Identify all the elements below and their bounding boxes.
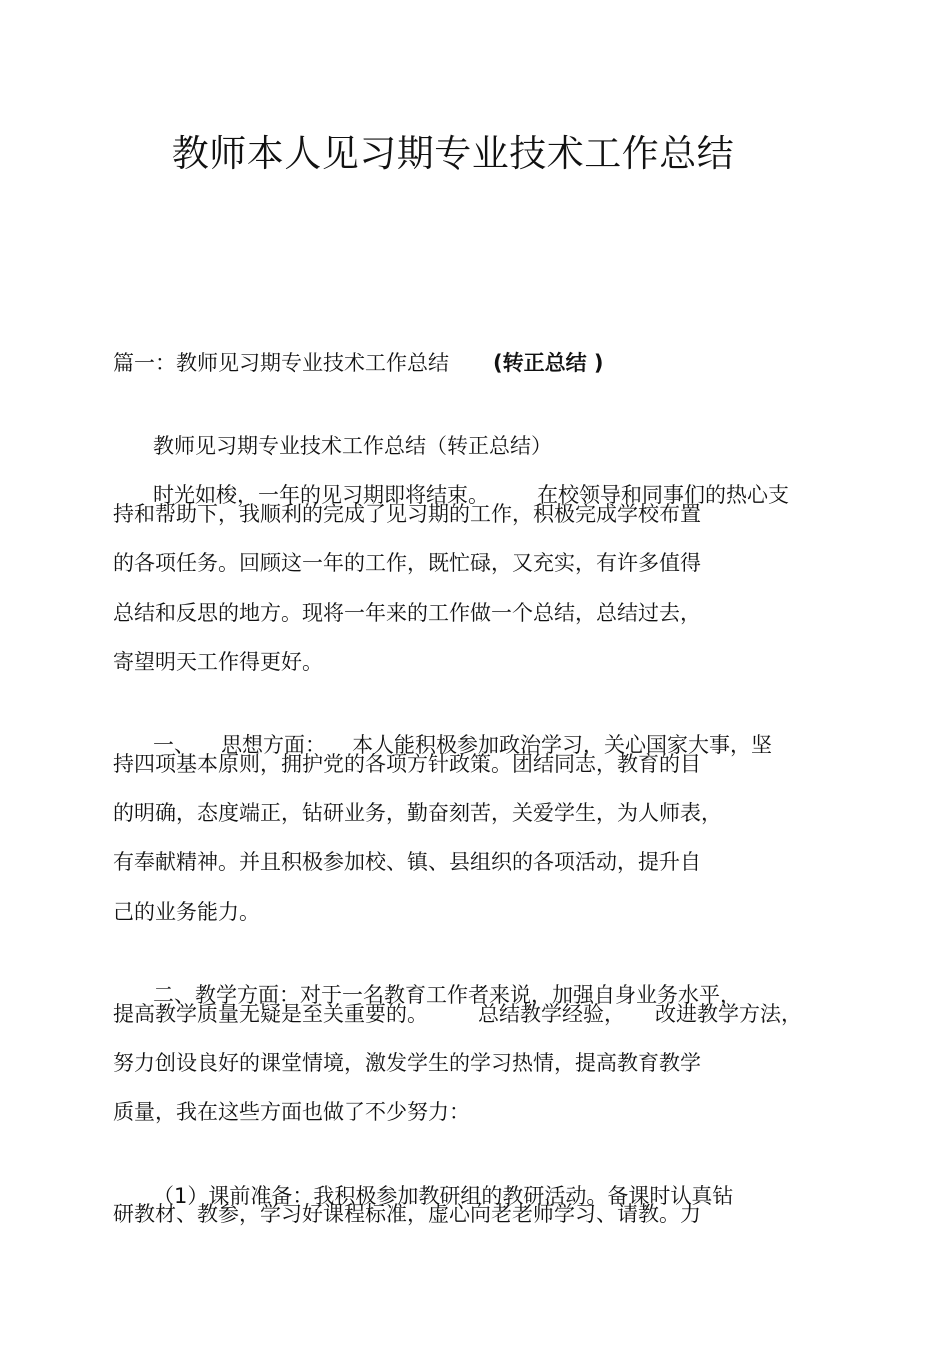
text-line [113,999,802,1029]
text-segment: 在校领导和同事们的热心支 [537,483,790,507]
text-line [113,798,722,828]
text-segment: 二、教学方面：对于一名教育工作者来说，加强自身业务水平， [139,983,742,1007]
text-line [113,348,604,378]
text-line [113,598,701,628]
text-segment: 的各项任务。回顾这一年的工作，既忙碌，又充实，有许多值得 [113,551,701,575]
text-segment: 本人能积极参加政治学习，关心国家大事，坚 [352,733,773,757]
text-segment: 总结和反思的地方。现将一年来的工作做一个总结，总结过去， [113,601,701,625]
text-segment: 持和帮助下，我顺利的完成了见习期的工作，积极完成学校布置 [113,502,701,526]
text-segment: 改进教学方法， [655,1002,802,1026]
text-segment: 思想方面： [221,733,327,757]
text-line [113,548,701,578]
text-segment: 篇一：教师见习期专业技术工作总结 [113,351,449,375]
text-line [113,847,701,877]
text-segment: 教师见习期专业技术工作总结（转正总结） [139,434,553,458]
text-line [113,1048,701,1078]
text-line [113,1199,701,1229]
text-segment: 的明确，态度端正，钻研业务，勤奋刻苦，关爱学生，为人师表， [113,801,722,825]
text-segment: 质量，我在这些方面也做了不少努力： [113,1100,470,1124]
text-segment: 持四项基本原则，拥护党的各项方针政策。团结同志，教育的目 [113,752,701,776]
text-segment: (转正总结 ) [493,351,604,375]
text-line [113,647,323,677]
text-segment: 时光如梭，一年的见习期即将结束。 [139,483,490,507]
text-line [113,499,701,529]
text-line [113,749,701,779]
document-title: 教师本人见习期专业技术工作总结 [171,132,735,175]
text-segment: 寄望明天工作得更好。 [113,650,323,674]
text-segment: 提高教学质量无疑是至关重要的。 [113,1002,428,1026]
text-segment: 总结教学经验， [478,1002,625,1026]
text-segment: 研教材、教参，学习好课程标准，虚心向老老师学习、请教。力 [113,1202,701,1226]
text-line [113,1097,470,1127]
text-segment: 努力创设良好的课堂情境，激发学生的学习热情，提高教育教学 [113,1051,701,1075]
text-segment: （1）课前准备：我积极参加教研组的教研活动。备课时认真钻 [139,1184,734,1208]
text-line [113,897,260,927]
text-segment: 己的业务能力。 [113,900,260,924]
text-segment: 有奉献精神。并且积极参加校、镇、县组织的各项活动，提升自 [113,850,701,874]
text-segment: 一、 [139,733,196,757]
